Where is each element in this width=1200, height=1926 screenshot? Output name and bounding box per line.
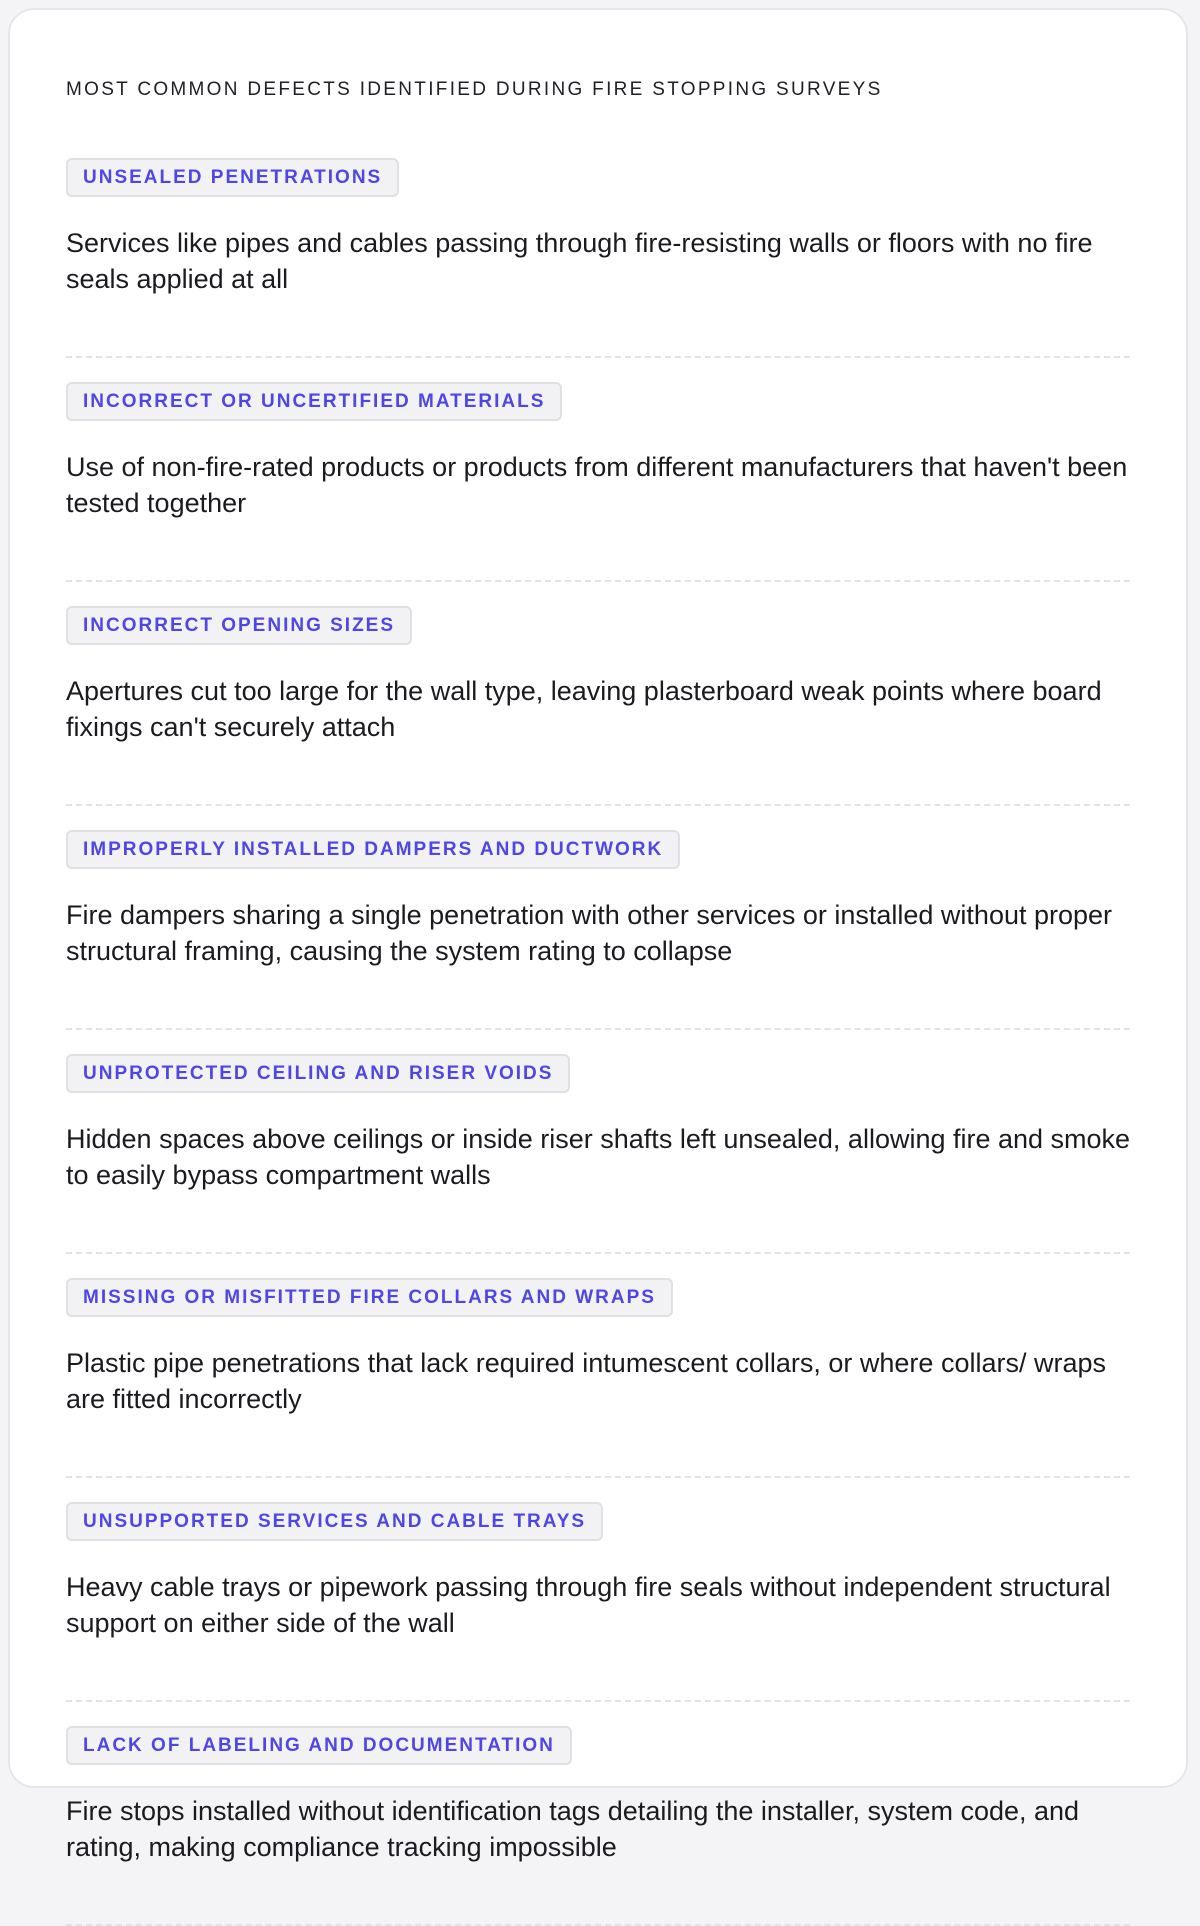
defect-item xyxy=(66,1502,1130,1702)
defect-description: Services like pipes and cables passing through fire-resisting walls or floors with no fire seals applied at all xyxy=(66,228,1093,294)
defect-item xyxy=(66,1726,1130,1926)
defect-item xyxy=(66,1054,1130,1254)
defect-list xyxy=(66,158,1130,1926)
defect-tag: INCORRECT OR UNCERTIFIED MATERIALS xyxy=(66,382,562,421)
defect-tag: UNSUPPORTED SERVICES AND CABLE TRAYS xyxy=(66,1502,603,1541)
defect-item xyxy=(66,382,1130,582)
defect-description: Hidden spaces above ceilings or inside riser shafts left unsealed, allowing fire and smoke to easily bypass compartment walls xyxy=(66,1124,1131,1190)
defect-description: Fire dampers sharing a single penetration with other services or installed without proper structural framing, causing the system rating to collapse xyxy=(66,900,1113,966)
defect-tag: UNSEALED PENETRATIONS xyxy=(66,158,399,197)
defect-description: Apertures cut too large for the wall type, leaving plasterboard weak points where board fixings can't securely attach xyxy=(66,676,1102,742)
defect-item xyxy=(66,158,1130,358)
defect-tag: UNPROTECTED CEILING AND RISER VOIDS xyxy=(66,1054,570,1093)
defect-description: Heavy cable trays or pipework passing through fire seals without independent structural support on either side of the wall xyxy=(66,1572,1111,1638)
defects-card xyxy=(8,8,1188,1862)
defect-item xyxy=(66,830,1130,1030)
defect-item xyxy=(66,606,1130,806)
defect-tag: IMPROPERLY INSTALLED DAMPERS AND DUCTWORK xyxy=(66,830,680,869)
defect-description: Fire stops installed without identification tags detailing the installer, system code, and rating, making compliance tracking impossible xyxy=(66,1796,1080,1862)
defect-description: Use of non-fire-rated products or products from different manufacturers that haven't been tested together xyxy=(66,452,1128,518)
defect-tag: INCORRECT OPENING SIZES xyxy=(66,606,412,645)
defect-tag: LACK OF LABELING AND DOCUMENTATION xyxy=(66,1726,572,1765)
defect-tag: MISSING OR MISFITTED FIRE COLLARS AND WRAPS xyxy=(66,1278,673,1317)
defect-description: Plastic pipe penetrations that lack required intumescent collars, or where collars/ wraps are fitted incorrectly xyxy=(66,1348,1106,1414)
defect-item xyxy=(66,1278,1130,1478)
card-title: MOST COMMON DEFECTS IDENTIFIED DURING FIRE STOPPING SURVEYS xyxy=(66,79,883,100)
